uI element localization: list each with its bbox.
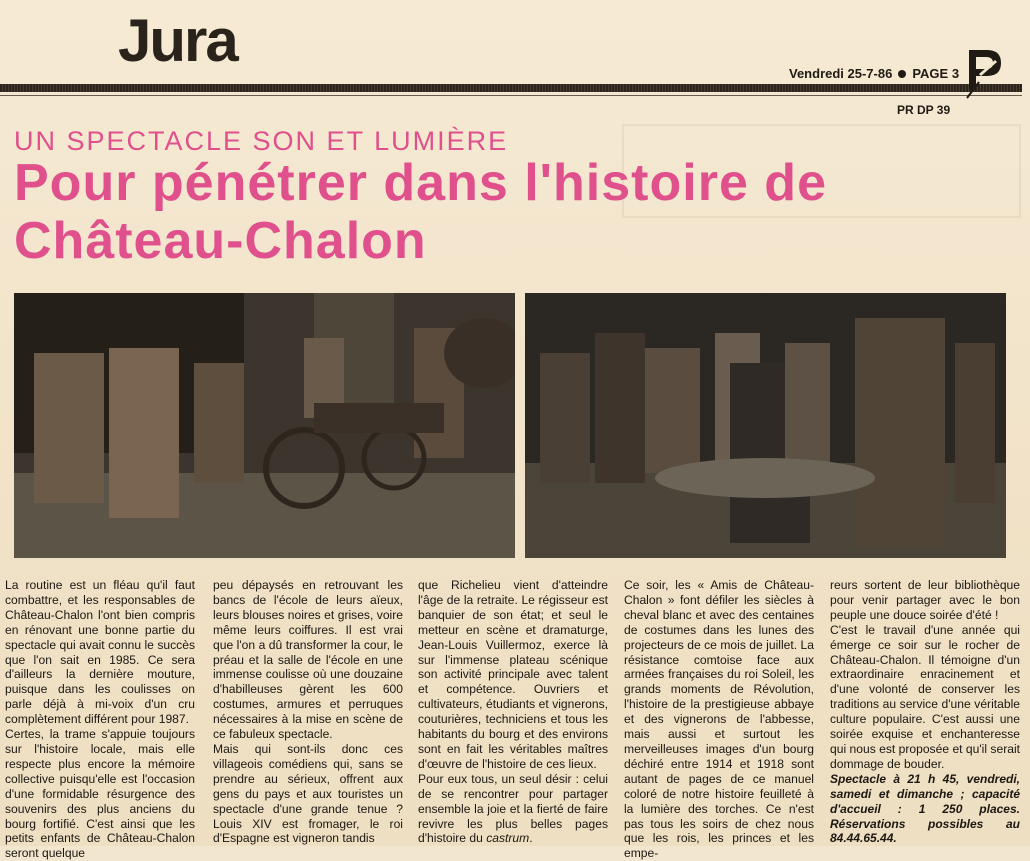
archive-reference: PR DP 39 xyxy=(897,103,951,117)
section-title: Jura xyxy=(118,7,237,74)
issue-date: Vendredi 25-7-86 xyxy=(789,66,893,81)
article-title: Pour pénétrer dans l'histoire de Château-Chalon xyxy=(14,154,827,270)
article-body xyxy=(0,578,1030,861)
page-number: PAGE 3 xyxy=(912,66,960,81)
castrum-term: castrum xyxy=(486,831,530,846)
paragraph: Pour eux tous, un seul désir : celui de se rencontrer pour partager ensemble la joie et la fierté de faire revivre les plus belles pages d'histoire du castrum. xyxy=(418,771,608,846)
column-3 xyxy=(418,578,608,846)
column-4 xyxy=(624,578,814,861)
paragraph: reurs sortent de leur bibliothèque pour venir partager avec le bon peuple une douce soirée d'été ! xyxy=(830,578,1020,622)
paragraph: Ce soir, les « Amis de Château-Chalon » font défiler les siècles à cheval blanc et avec des centaines de costumes dans les lunes des projecteurs de ce mois de juillet. La résistance comtoise face aux armées françaises du roi Soleil, les grands moments de Révolution, l'histoire de la prestigieuse abbaye et des vignerons de l'abbesse, mais aussi et surtout les merveilleuses images d'un bourg déchiré entre 1914 et 1918 sont autant de pages de ce manuel coloré de notre histoire feuilleté à la lumière des torches. Ce n'est pas tous les soirs de chez nous que les rois, les princes et les empe- xyxy=(624,578,814,861)
practical-info: Spectacle à 21 h 45, vendredi, samedi et dimanche ; capacité d'accueil : 1 250 places. Réservations possibles au 84.44.65.44. xyxy=(830,771,1020,846)
paragraph: La routine est un fléau qu'il faut combattre, et les responsables de Château-Chalon l'ont bien compris en rénovant une bonne partie du spectacle qui avait connu le succès que l'on sait en 1985. Ce sera d'ailleurs la dernière mouture, puisque dans les coulisses on parle déjà à mi-voix d'un cru complètement différent pour 1987. xyxy=(5,578,195,727)
paragraph: peu dépaysés en retrouvant les bancs de l'école de leurs aïeux, leurs blouses noires et grises, voire même leurs coiffures. Il est vrai que l'on a dû transformer la cour, le préau et la salle de l'école en une immense coulisse où une douzaine d'habilleuses gèrent les 600 costumes, armures et perruques nécessaires à la mise en scène de ce fabuleux spectacle. xyxy=(213,578,403,742)
column-2 xyxy=(213,578,403,846)
photo-king-courtiers xyxy=(525,293,1006,558)
column-1 xyxy=(5,578,195,861)
photo-king-image xyxy=(525,293,1006,558)
article-kicker: UN SPECTACLE SON ET LUMIÈRE xyxy=(14,126,509,156)
paragraph: Certes, la trame s'appuie toujours sur l'histoire locale, mais elle respecte plus encore la mémoire collective puisqu'elle est l'occasion d'une formidable résurgence des souvenirs des plus anciens du bourg fortifié. C'est ainsi que les petits enfants de Château-Chalon seront quelque xyxy=(5,727,195,861)
bullet-icon xyxy=(898,70,906,78)
masthead-rule xyxy=(0,84,1022,92)
paragraph: C'est le travail d'une année qui émerge ce soir sur le rocher de Château-Chalon. Il témoigne d'un extraordinaire enracinement et d'une volonté de conserver les traditions au service d'une véritable culture populaire. C'est aussi une soirée exquise et enchanteresse qui nous est proposée et qu'il serait dommage de bouder. xyxy=(830,622,1020,771)
p-logo-icon xyxy=(965,48,1005,100)
masthead-thin-rule xyxy=(0,95,1022,96)
paragraph: que Richelieu vient d'atteindre l'âge de la retraite. Le régisseur est banquier de son état; et seul le metteur en scène et dramaturge, Jean-Louis Vuillermoz, exerce là sur l'immense plateau scénique son activité principale avec talent et compétence. Ouvriers et cultivateurs, étudiants et vignerons, couturières, techniciens et tous les habitants du bourg et des environs sont en fait les véritables maîtres d'œuvre de l'histoire de ces lieux. xyxy=(418,578,608,771)
column-5 xyxy=(830,578,1020,846)
paragraph: Mais qui sont-ils donc ces villageois comédiens qui, sans se prendre au sérieux, offrent aux gens du pays et aux touristes un spectacle d'une grande tenue ? Louis XIV est fromager, le roi d'Espagne est vigneron tandis xyxy=(213,741,403,846)
photo-musketeers-cannon xyxy=(14,293,515,558)
dateline xyxy=(789,66,959,81)
photo-musketeers-image xyxy=(14,293,515,558)
